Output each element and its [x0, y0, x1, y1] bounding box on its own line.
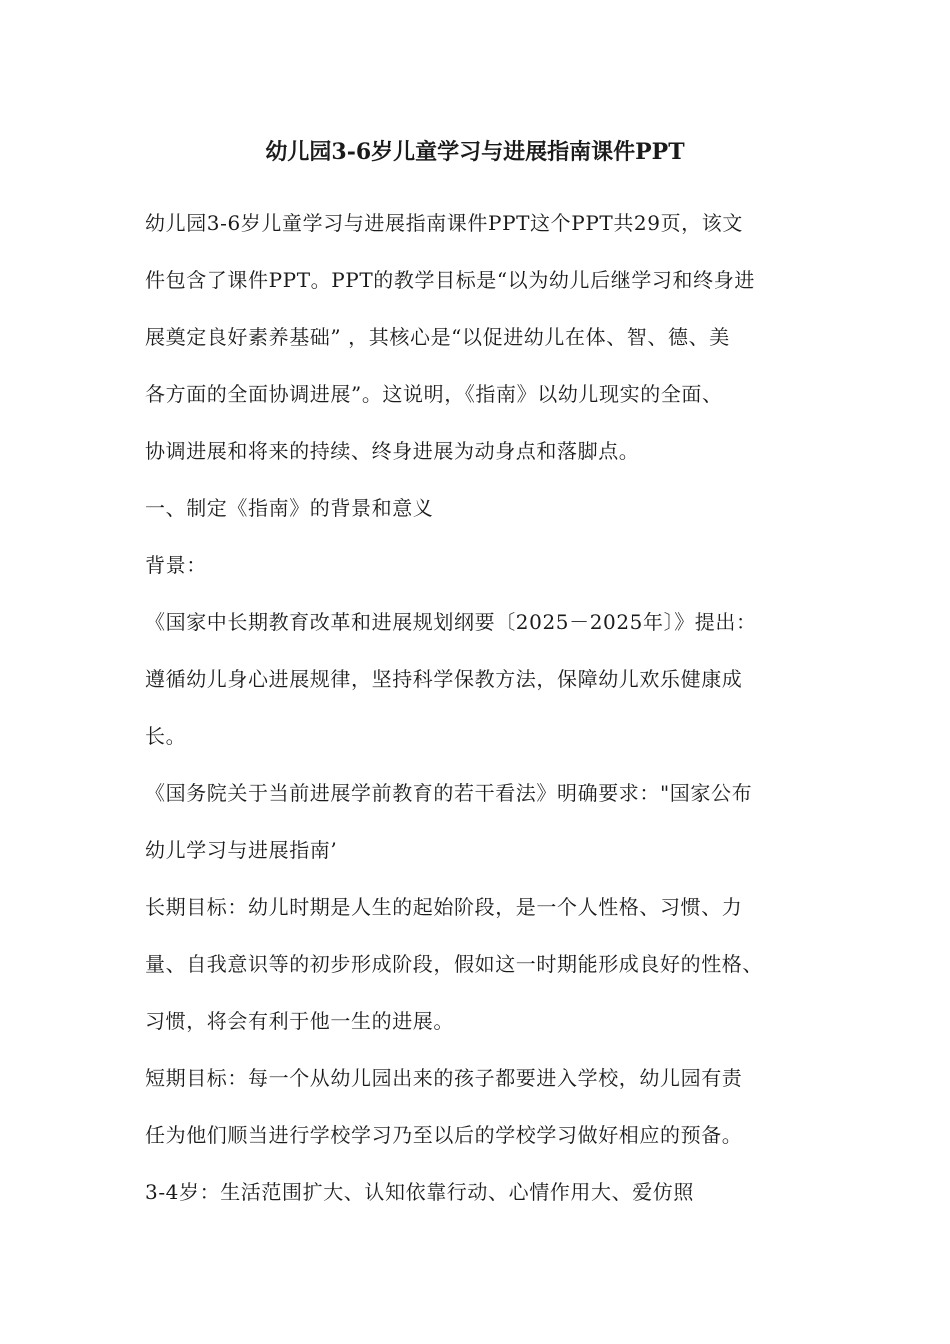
paragraph-line: 协调进展和将来的持续、终身进展为动身点和落脚点。 [145, 439, 640, 463]
paragraph-line: 幼儿园3-6岁儿童学习与进展指南课件PPT这个PPT共29页，该文 [145, 211, 743, 235]
paragraph-line: 短期目标：每一个从幼儿园出来的孩子都要进入学校，幼儿园有责 [145, 1066, 743, 1090]
paragraph-line: 长。 [145, 724, 187, 748]
paragraph-line: 件包含了课件PPT。PPT的教学目标是“以为幼儿后继学习和终身进 [145, 268, 755, 292]
paragraph-line: 展奠定良好素养基础” ，其核心是“以促进幼儿在体、智、德、美 [145, 325, 730, 349]
paragraph-line: 幼儿学习与进展指南’ [145, 838, 338, 862]
paragraph-line: 3-4岁：生活范围扩大、认知依靠行动、心情作用大、爱仿照 [145, 1180, 695, 1204]
paragraph-line: 长期目标：幼儿时期是人生的起始阶段，是一个人性格、习惯、力 [145, 895, 743, 919]
document-title: 幼儿园3-6岁儿童学习与进展指南课件PPT [265, 139, 685, 165]
paragraph-line: 背景： [145, 553, 207, 577]
paragraph-line: 《国家中长期教育改革和进展规划纲要〔2025－2025年〕》提出： [145, 610, 757, 634]
paragraph-line: 各方面的全面协调进展”。这说明，《指南》以幼儿现实的全面、 [145, 382, 723, 406]
paragraph-line: 任为他们顺当进行学校学习乃至以后的学校学习做好相应的预备。 [145, 1123, 743, 1147]
paragraph-line: 《国务院关于当前进展学前教育的若干看法》明确要求："国家公布 [145, 781, 753, 805]
paragraph-line: 习惯，将会有利于他一生的进展。 [145, 1009, 454, 1033]
section-heading: 一、制定《指南》的背景和意义 [145, 496, 434, 520]
paragraph-line: 遵循幼儿身心进展规律，坚持科学保教方法，保障幼儿欢乐健康成 [145, 667, 743, 691]
paragraph-line: 量、自我意识等的初步形成阶段，假如这一时期能形成良好的性格、 [145, 952, 763, 976]
